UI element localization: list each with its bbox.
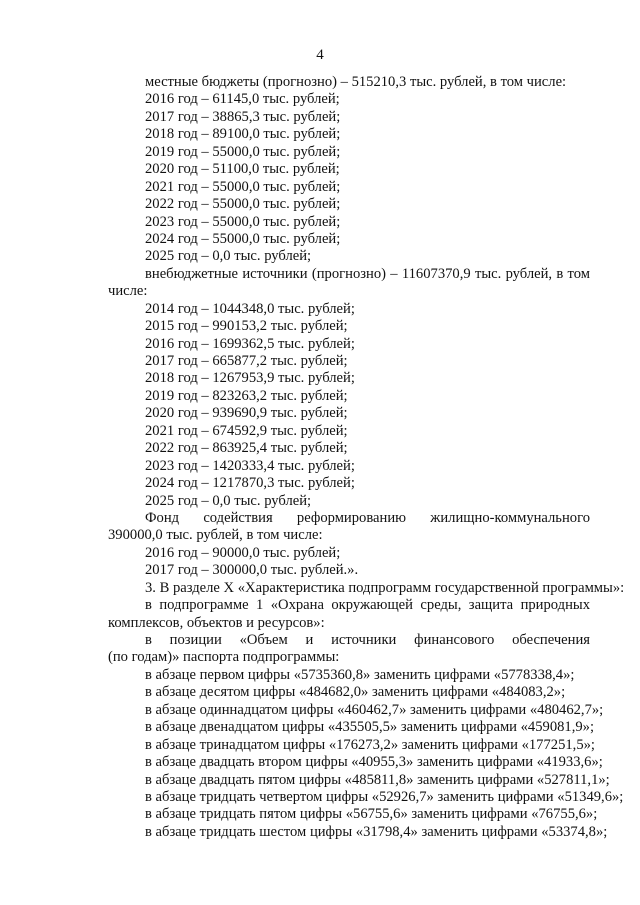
document-body bbox=[108, 74, 625, 841]
amendment-item: в абзаце двадцать втором цифры «40955,3» заменить цифрами «41933,6»; bbox=[145, 754, 603, 771]
section3-position-line2: (по годам)» паспорта подпрограммы: bbox=[108, 649, 340, 666]
fund-year: 2017 год – 300000,0 тыс. рублей.». bbox=[145, 562, 359, 579]
page-number: 4 bbox=[316, 47, 324, 63]
amendment-item: в абзаце десятом цифры «484682,0» заменить цифрами «484083,2»; bbox=[145, 684, 566, 701]
extrabudgetary-year: 2019 год – 823263,2 тыс. рублей; bbox=[145, 387, 348, 404]
section3-intro: 3. В разделе X «Характеристика подпрограмм государственной программы»: bbox=[145, 579, 625, 596]
local-budget-year: 2024 год – 55000,0 тыс. рублей; bbox=[145, 230, 341, 247]
extrabudgetary-year: 2015 год – 990153,2 тыс. рублей; bbox=[145, 318, 348, 335]
fund-header-line2: 390000,0 тыс. рублей, в том числе: bbox=[108, 527, 323, 544]
amendment-item: в абзаце тридцать шестом цифры «31798,4» заменить цифрами «53374,8»; bbox=[145, 823, 608, 840]
extrabudgetary-year: 2021 год – 674592,9 тыс. рублей; bbox=[145, 422, 348, 439]
fund-years bbox=[108, 545, 590, 580]
section3-items bbox=[108, 666, 624, 841]
amendment-item: в абзаце тридцать пятом цифры «56755,6» заменить цифрами «76755,6»; bbox=[145, 806, 598, 823]
local-budget-year: 2016 год – 61145,0 тыс. рублей; bbox=[145, 91, 340, 108]
fund-year: 2016 год – 90000,0 тыс. рублей; bbox=[145, 544, 341, 561]
amendment-item: в абзаце тринадцатом цифры «176273,2» заменить цифрами «177251,5»; bbox=[145, 736, 595, 753]
extrabudgetary-year: 2014 год – 1044348,0 тыс. рублей; bbox=[145, 300, 355, 317]
section3-subprogram-line2: комплексов, объектов и ресурсов»: bbox=[108, 614, 325, 631]
extrabudgetary-year: 2025 год – 0,0 тыс. рублей; bbox=[145, 492, 312, 509]
local-budgets-years bbox=[108, 91, 590, 265]
local-budget-year: 2020 год – 51100,0 тыс. рублей; bbox=[145, 161, 340, 178]
extrabudgetary-year: 2020 год – 939690,9 тыс. рублей; bbox=[145, 405, 348, 422]
amendment-item: в абзаце первом цифры «5735360,8» заменить цифрами «5778338,4»; bbox=[145, 666, 575, 683]
fund-header-line1: Фонд содействия реформированию жилищно-коммунального bbox=[145, 509, 590, 526]
local-budget-year: 2025 год – 0,0 тыс. рублей; bbox=[145, 248, 312, 265]
local-budget-year: 2017 год – 38865,3 тыс. рублей; bbox=[145, 108, 341, 125]
extrabudgetary-header-line2: числе: bbox=[108, 283, 148, 300]
amendment-item: в абзаце двенадцатом цифры «435505,5» заменить цифрами «459081,9»; bbox=[145, 719, 595, 736]
local-budget-year: 2018 год – 89100,0 тыс. рублей; bbox=[145, 126, 341, 143]
extrabudgetary-year: 2016 год – 1699362,5 тыс. рублей; bbox=[145, 335, 355, 352]
extrabudgetary-year: 2017 год – 665877,2 тыс. рублей; bbox=[145, 353, 348, 369]
extrabudgetary-year: 2018 год – 1267953,9 тыс. рублей; bbox=[145, 370, 355, 387]
amendment-item: в абзаце одиннадцатом цифры «460462,7» заменить цифрами «480462,7»; bbox=[145, 701, 604, 718]
extrabudgetary-years bbox=[108, 301, 590, 510]
amendment-item: в абзаце тридцать четвертом цифры «52926,7» заменить цифрами «51349,6»; bbox=[145, 788, 624, 805]
extrabudgetary-year: 2024 год – 1217870,3 тыс. рублей; bbox=[145, 475, 355, 492]
local-budgets-header: местные бюджеты (прогнозно) – 515210,3 тыс. рублей, в том числе: bbox=[145, 74, 567, 90]
section3-position-line1: в позиции «Объем и источники финансового обеспечения bbox=[145, 632, 590, 648]
extrabudgetary-year: 2022 год – 863925,4 тыс. рублей; bbox=[145, 440, 348, 457]
extrabudgetary-header-line1: внебюджетные источники (прогнозно) – 11607370,9 тыс. рублей, в том bbox=[145, 265, 590, 282]
local-budget-year: 2023 год – 55000,0 тыс. рублей; bbox=[145, 213, 341, 230]
local-budget-year: 2021 год – 55000,0 тыс. рублей; bbox=[145, 178, 341, 195]
amendment-item: в абзаце двадцать пятом цифры «485811,8» заменить цифрами «527811,1»; bbox=[145, 771, 610, 788]
local-budget-year: 2022 год – 55000,0 тыс. рублей; bbox=[145, 196, 341, 213]
extrabudgetary-year: 2023 год – 1420333,4 тыс. рублей; bbox=[145, 457, 355, 474]
local-budget-year: 2019 год – 55000,0 тыс. рублей; bbox=[145, 143, 341, 160]
section3-subprogram-line1: в подпрограмме 1 «Охрана окружающей среды, защита природных bbox=[145, 597, 590, 614]
